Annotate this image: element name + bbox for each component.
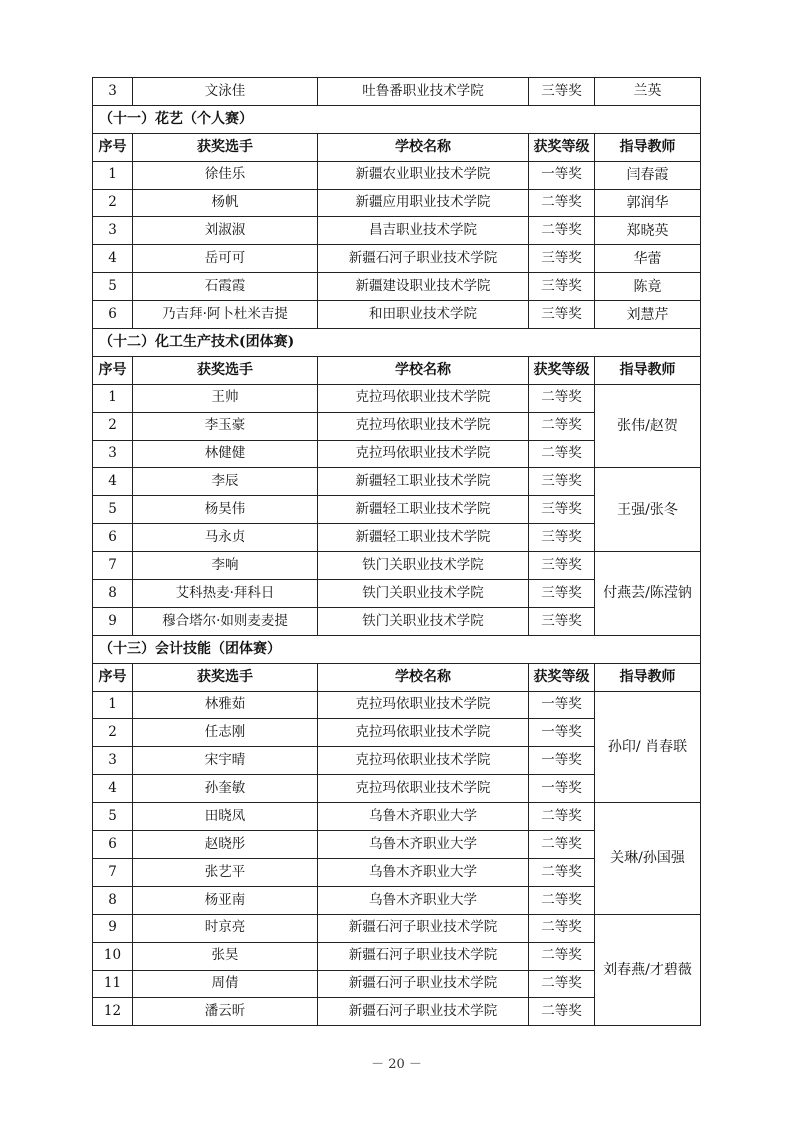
school-name: 昌吉职业技术学院 xyxy=(318,217,529,245)
award-level: 三等奖 xyxy=(529,496,595,524)
header-mentor: 指导教师 xyxy=(595,133,701,161)
winner-name: 田晓凤 xyxy=(133,803,318,831)
header-number: 序号 xyxy=(93,133,133,161)
header-row xyxy=(93,663,701,691)
award-level: 二等奖 xyxy=(529,440,595,468)
award-level: 二等奖 xyxy=(529,217,595,245)
school-name: 克拉玛依职业技术学院 xyxy=(318,412,529,440)
school-name: 克拉玛依职业技术学院 xyxy=(318,440,529,468)
header-winner: 获奖选手 xyxy=(133,663,318,691)
school-name: 和田职业技术学院 xyxy=(318,301,529,329)
winner-name: 张艺平 xyxy=(133,858,318,886)
school-name: 乌鲁木齐职业大学 xyxy=(318,831,529,859)
header-mentor: 指导教师 xyxy=(595,663,701,691)
header-number: 序号 xyxy=(93,356,133,384)
row-number: 9 xyxy=(93,914,133,942)
school-name: 乌鲁木齐职业大学 xyxy=(318,803,529,831)
winner-name: 张昊 xyxy=(133,942,318,970)
row-number: 2 xyxy=(93,719,133,747)
award-level: 三等奖 xyxy=(529,552,595,580)
winner-name: 岳可可 xyxy=(133,245,318,273)
table-row xyxy=(93,78,701,106)
mentor-name: 闫春霞 xyxy=(595,161,701,189)
row-number: 11 xyxy=(93,970,133,998)
winner-name: 艾科热麦·拜科日 xyxy=(133,580,318,608)
row-number: 4 xyxy=(93,245,133,273)
mentor-name: 郑晓英 xyxy=(595,217,701,245)
winner-name: 马永贞 xyxy=(133,524,318,552)
school-name: 新疆轻工职业技术学院 xyxy=(318,468,529,496)
row-number: 1 xyxy=(93,691,133,719)
mentor-name: 华蕾 xyxy=(595,245,701,273)
award-level: 三等奖 xyxy=(529,301,595,329)
row-number: 6 xyxy=(93,301,133,329)
table-row xyxy=(93,803,701,831)
table-row xyxy=(93,552,701,580)
award-level: 一等奖 xyxy=(529,161,595,189)
mentor-name: 王强/张冬 xyxy=(595,468,701,552)
mentor-name: 兰英 xyxy=(595,78,701,106)
section-title-row xyxy=(93,105,701,133)
row-number: 8 xyxy=(93,886,133,914)
table-row xyxy=(93,301,701,329)
mentor-name: 张伟/赵贺 xyxy=(595,384,701,468)
winner-name: 林雅茹 xyxy=(133,691,318,719)
mentor-name: 郭润华 xyxy=(595,189,701,217)
school-name: 新疆石河子职业技术学院 xyxy=(318,245,529,273)
award-level: 二等奖 xyxy=(529,914,595,942)
school-name: 克拉玛依职业技术学院 xyxy=(318,775,529,803)
winner-name: 杨帆 xyxy=(133,189,318,217)
award-level: 二等奖 xyxy=(529,970,595,998)
award-level: 二等奖 xyxy=(529,998,595,1026)
winner-name: 宋宇晴 xyxy=(133,747,318,775)
award-level: 一等奖 xyxy=(529,691,595,719)
school-name: 铁门关职业技术学院 xyxy=(318,607,529,635)
school-name: 新疆农业职业技术学院 xyxy=(318,161,529,189)
school-name: 新疆轻工职业技术学院 xyxy=(318,524,529,552)
mentor-name: 孙印/ 肖春联 xyxy=(595,691,701,803)
winner-name: 李玉豪 xyxy=(133,412,318,440)
section-title-row xyxy=(93,329,701,357)
header-level: 获奖等级 xyxy=(529,133,595,161)
school-name: 铁门关职业技术学院 xyxy=(318,580,529,608)
header-mentor: 指导教师 xyxy=(595,356,701,384)
school-name: 克拉玛依职业技术学院 xyxy=(318,384,529,412)
table-row xyxy=(93,189,701,217)
header-level: 获奖等级 xyxy=(529,356,595,384)
row-number: 5 xyxy=(93,496,133,524)
row-number: 8 xyxy=(93,580,133,608)
row-number: 1 xyxy=(93,384,133,412)
page-number: － 20 － xyxy=(371,1057,422,1072)
school-name: 新疆石河子职业技术学院 xyxy=(318,942,529,970)
awards-table xyxy=(92,77,701,1026)
award-level: 三等奖 xyxy=(529,273,595,301)
school-name: 乌鲁木齐职业大学 xyxy=(318,886,529,914)
winner-name: 任志刚 xyxy=(133,719,318,747)
row-number: 2 xyxy=(93,412,133,440)
row-number: 4 xyxy=(93,468,133,496)
mentor-name: 关琳/孙国强 xyxy=(595,803,701,915)
school-name: 新疆石河子职业技术学院 xyxy=(318,914,529,942)
school-name: 克拉玛依职业技术学院 xyxy=(318,747,529,775)
table-row xyxy=(93,217,701,245)
winner-name: 石霞霞 xyxy=(133,273,318,301)
row-number: 2 xyxy=(93,189,133,217)
section-title: （十三）会计技能（团体赛） xyxy=(93,635,701,663)
row-number: 10 xyxy=(93,942,133,970)
winner-name: 时京亮 xyxy=(133,914,318,942)
award-level: 三等奖 xyxy=(529,78,595,106)
school-name: 新疆应用职业技术学院 xyxy=(318,189,529,217)
winner-name: 穆合塔尔·如则麦麦提 xyxy=(133,607,318,635)
award-level: 一等奖 xyxy=(529,747,595,775)
award-level: 一等奖 xyxy=(529,775,595,803)
award-level: 三等奖 xyxy=(529,468,595,496)
award-level: 二等奖 xyxy=(529,831,595,859)
award-level: 二等奖 xyxy=(529,189,595,217)
winner-name: 林健健 xyxy=(133,440,318,468)
row-number: 5 xyxy=(93,273,133,301)
school-name: 乌鲁木齐职业大学 xyxy=(318,858,529,886)
row-number: 12 xyxy=(93,998,133,1026)
winner-name: 李响 xyxy=(133,552,318,580)
header-school: 学校名称 xyxy=(318,663,529,691)
header-level: 获奖等级 xyxy=(529,663,595,691)
table-row xyxy=(93,384,701,412)
school-name: 新疆建设职业技术学院 xyxy=(318,273,529,301)
winner-name: 徐佳乐 xyxy=(133,161,318,189)
row-number: 3 xyxy=(93,217,133,245)
winner-name: 孙奎敏 xyxy=(133,775,318,803)
header-row xyxy=(93,356,701,384)
winner-name: 杨亚南 xyxy=(133,886,318,914)
table-row xyxy=(93,245,701,273)
award-level: 二等奖 xyxy=(529,803,595,831)
table-row xyxy=(93,691,701,719)
mentor-name: 刘春燕/才碧薇 xyxy=(595,914,701,1026)
header-school: 学校名称 xyxy=(318,133,529,161)
row-number: 6 xyxy=(93,524,133,552)
school-name: 铁门关职业技术学院 xyxy=(318,552,529,580)
school-name: 新疆石河子职业技术学院 xyxy=(318,998,529,1026)
award-level: 三等奖 xyxy=(529,524,595,552)
header-row xyxy=(93,133,701,161)
row-number: 5 xyxy=(93,803,133,831)
row-number: 7 xyxy=(93,858,133,886)
row-number: 4 xyxy=(93,775,133,803)
row-number: 1 xyxy=(93,161,133,189)
award-level: 一等奖 xyxy=(529,719,595,747)
row-number: 7 xyxy=(93,552,133,580)
header-winner: 获奖选手 xyxy=(133,133,318,161)
header-winner: 获奖选手 xyxy=(133,356,318,384)
school-name: 克拉玛依职业技术学院 xyxy=(318,691,529,719)
table-row xyxy=(93,468,701,496)
award-level: 二等奖 xyxy=(529,384,595,412)
header-number: 序号 xyxy=(93,663,133,691)
winner-name: 杨昊伟 xyxy=(133,496,318,524)
winner-name: 赵晓彤 xyxy=(133,831,318,859)
row-number: 3 xyxy=(93,747,133,775)
winner-name: 潘云昕 xyxy=(133,998,318,1026)
table-row xyxy=(93,273,701,301)
row-number: 3 xyxy=(93,78,133,106)
winner-name: 文泳佳 xyxy=(133,78,318,106)
award-level: 二等奖 xyxy=(529,942,595,970)
winner-name: 周倩 xyxy=(133,970,318,998)
mentor-name: 陈竟 xyxy=(595,273,701,301)
mentor-name: 刘慧芹 xyxy=(595,301,701,329)
award-level: 二等奖 xyxy=(529,886,595,914)
mentor-name: 付燕芸/陈滢钠 xyxy=(595,552,701,636)
award-level: 三等奖 xyxy=(529,245,595,273)
award-level: 二等奖 xyxy=(529,858,595,886)
award-level: 三等奖 xyxy=(529,607,595,635)
winner-name: 乃吉拜·阿卜杜米吉提 xyxy=(133,301,318,329)
section-title: （十一）花艺（个人赛） xyxy=(93,105,701,133)
header-school: 学校名称 xyxy=(318,356,529,384)
table-row xyxy=(93,161,701,189)
award-level: 二等奖 xyxy=(529,412,595,440)
awards-document xyxy=(92,77,700,1026)
row-number: 3 xyxy=(93,440,133,468)
winner-name: 李辰 xyxy=(133,468,318,496)
award-level: 三等奖 xyxy=(529,580,595,608)
school-name: 吐鲁番职业技术学院 xyxy=(318,78,529,106)
section-title-row xyxy=(93,635,701,663)
row-number: 9 xyxy=(93,607,133,635)
section-title: （十二）化工生产技术(团体赛) xyxy=(93,329,701,357)
winner-name: 王帅 xyxy=(133,384,318,412)
table-row xyxy=(93,914,701,942)
winner-name: 刘淑淑 xyxy=(133,217,318,245)
school-name: 克拉玛依职业技术学院 xyxy=(318,719,529,747)
school-name: 新疆轻工职业技术学院 xyxy=(318,496,529,524)
school-name: 新疆石河子职业技术学院 xyxy=(318,970,529,998)
row-number: 6 xyxy=(93,831,133,859)
